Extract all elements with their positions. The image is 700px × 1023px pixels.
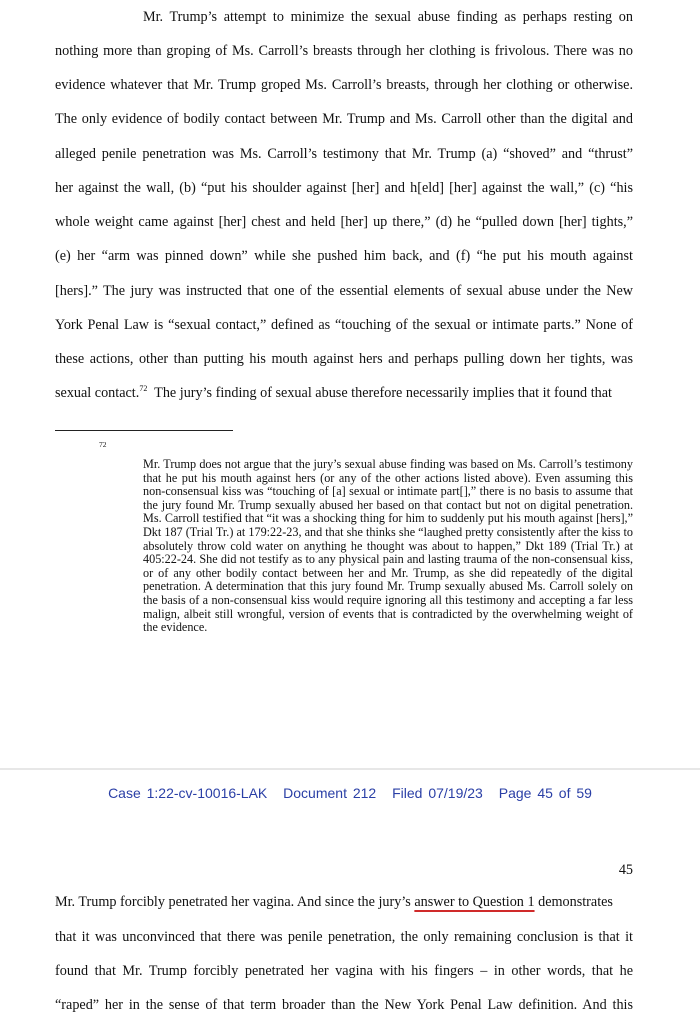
case-header [0, 785, 700, 801]
body-line: these actions, other than putting his mouth against hers and perhaps pulling down her tights, was [55, 351, 633, 367]
footnote-text [143, 458, 633, 635]
underlined-phrase: answer to Question 1 [414, 894, 535, 910]
body-line: York Penal Law is “sexual contact,” defined as “touching of the sexual or intimate parts.” None of [55, 317, 633, 333]
body-line: her against the wall, (b) “put his shoulder against [her] and h[eld] [her] against the wall,” (c) “his [55, 180, 633, 196]
body-line: “raped” her in the sense of that term broader than the New York Penal Law definition. And this [55, 997, 633, 1013]
page-separator [0, 768, 700, 770]
body-line: (e) her “arm was pinned down” while she pushed him back, and (f) “he put his mouth against [55, 248, 633, 264]
footnote-divider [55, 430, 233, 431]
body-line: whole weight came against [her] chest and held [her] up there,” (d) he “pulled down [her] tights,” [55, 214, 633, 230]
body-line: [hers].” The jury was instructed that one of the essential elements of sexual abuse under the New [55, 283, 633, 299]
filed-date: Filed 07/19/23 [392, 785, 483, 801]
footnote-number: 72 [99, 440, 107, 449]
body-text: sexual contact. [55, 385, 140, 401]
body-line: Mr. Trump’s attempt to minimize the sexual abuse finding as perhaps resting on [143, 9, 633, 25]
body-line-with-footnote [55, 384, 633, 402]
body-line [55, 893, 633, 911]
case-number: Case 1:22-cv-10016-LAK [108, 785, 268, 801]
body-line: The only evidence of bodily contact between Mr. Trump and Ms. Carroll other than the digital and [55, 111, 633, 127]
footnote-reference[interactable]: 72 [139, 384, 148, 393]
body-line: evidence whatever that Mr. Trump groped Ms. Carroll’s breasts, through her clothing or otherwise. [55, 77, 633, 93]
body-text: The jury’s finding of sexual abuse therefore necessarily implies that it found that [154, 385, 612, 401]
document-number: Document 212 [283, 785, 377, 801]
body-line: that it was unconvinced that there was penile penetration, the only remaining conclusion is that it [55, 929, 633, 945]
body-line: alleged penile penetration was Ms. Carroll’s testimony that Mr. Trump (a) “shoved” and “thrust” [55, 146, 633, 162]
page-number: 45 [618, 862, 633, 878]
body-text: demonstrates [538, 894, 613, 910]
footnote-paragraph: Mr. Trump does not argue that the jury’s sexual abuse finding was based on Ms. Carroll’s testimony that he put his mouth against hers (or any of the other actions listed above). Even assuming this non-consensual kiss was “touching of [a] sexual or intimate part[],” there is no basis to assume that the jury found Mr. Trump sexually abused her based on that contact but not on digital penetration. Ms. Carroll testified that “it was a shocking thing for him to suddenly put his mouth against [hers],” Dkt 187 (Trial Tr.) at 179:22-23, and that she thinks she “laughed pretty consistently after the kiss to absolutely throw cold water on anything he thought was about to happen,” Dkt 189 (Trial Tr.) at 405:22-24. She did not testify as to any physical pain and lasting trauma of the non-consensual kiss, or of any other bodily contact between her and Mr. Trump, as she did repeatedly of the digital penetration. A determination that this jury found Mr. Trump sexually abused Ms. Carroll solely on the basis of a non-consensual kiss would require ignoring all this testimony and accepting a far less malign, albeit still wrongful, version of events that is contradicted by the overwhelming weight of the evidence. [143, 457, 633, 635]
body-line: nothing more than groping of Ms. Carroll’s breasts through her clothing is frivolous. There was no [55, 43, 633, 59]
body-line: found that Mr. Trump forcibly penetrated her vagina with his fingers – in other words, that he [55, 963, 633, 979]
body-text: Mr. Trump forcibly penetrated her vagina. And since the jury’s [55, 894, 411, 910]
page-indicator: Page 45 of 59 [498, 785, 592, 801]
